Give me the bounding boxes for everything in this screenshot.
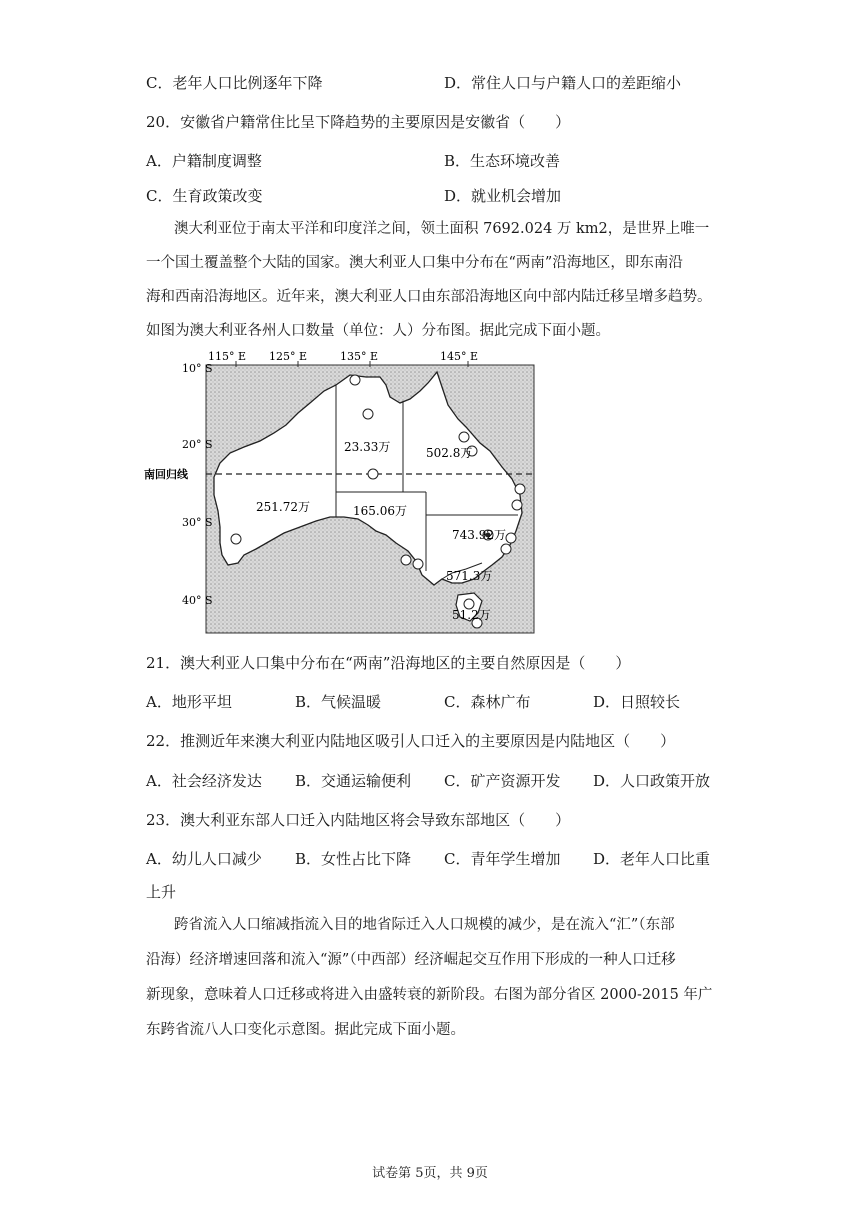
q20-option-b: B．生态环境改善 (444, 152, 561, 170)
passage2-line-2: 沿海）经济增速回落和流入“源”（中西部）经济崛起交互作用下形成的一种人口迁移 (146, 952, 676, 968)
q19-option-c: C．老年人口比例逐年下降 (146, 74, 323, 92)
q22-option-d: D．人口政策开放 (593, 772, 711, 790)
q21-option-a: A．地形平坦 (146, 693, 232, 711)
q22-option-a: A．社会经济发达 (146, 772, 262, 790)
q21-option-c: C．森林广布 (444, 693, 531, 711)
lon-label-145: 145° E (440, 350, 479, 363)
q20-option-a: A．户籍制度调整 (146, 152, 262, 170)
passage2-line-3: 新现象，意味着人口迁移或将进入由盛转衰的新阶段。右图为部分省区 2000-2015 年广 (146, 987, 713, 1003)
q20-option-d: D．就业机会增加 (444, 187, 562, 205)
q23-option-d: D．老年人口比重 (593, 850, 711, 868)
passage1-line-3: 海和西南沿海地区。近年来，澳大利亚人口由东部沿海地区向中部内陆迁移呈增多趋势。 (146, 289, 712, 305)
lat-label-10: 10° S (182, 362, 213, 375)
region-value-qld: 502.8万 (426, 446, 473, 460)
q19-option-d: D．常住人口与户籍人口的差距缩小 (444, 74, 682, 92)
lon-label-125: 125° E (269, 350, 308, 363)
q21-stem: 21．澳大利亚人口集中分布在“两南”沿海地区的主要自然原因是（ ） (146, 654, 631, 672)
lon-label-135: 135° E (340, 350, 379, 363)
q23-option-b: B．女性占比下降 (295, 850, 412, 868)
tropic-label: 南回归线 (144, 468, 188, 481)
q21-option-b: B．气候温暖 (295, 693, 382, 711)
q22-stem: 22．推测近年来澳大利亚内陆地区吸引人口迁入的主要原因是内陆地区（ ） (146, 732, 676, 750)
region-value-wa: 251.72万 (256, 500, 310, 514)
passage2-line-4: 东跨省流八人口变化示意图。据此完成下面小题。 (146, 1022, 465, 1038)
passage2-line-1: 跨省流入人口缩减指流入目的地省际迁入人口规模的减少，是在流入“汇”（东部 (174, 917, 675, 933)
page-footer: 试卷第 5页，共 9页 (372, 1166, 488, 1181)
lon-label-115: 115° E (208, 350, 247, 363)
region-value-nsw: 743.92万 (452, 528, 506, 542)
q20-stem: 20．安徽省户籍常住比呈下降趋势的主要原因是安徽省（ ） (146, 113, 571, 131)
australia-population-map (144, 347, 550, 639)
passage1-line-4: 如图为澳大利亚各州人口数量（单位：人）分布图。据此完成下面小题。 (146, 323, 610, 339)
q23-option-d-continued: 上升 (146, 883, 177, 901)
q23-option-c: C．青年学生增加 (444, 850, 561, 868)
q23-stem: 23．澳大利亚东部人口迁入内陆地区将会导致东部地区（ ） (146, 811, 571, 829)
q22-option-c: C．矿产资源开发 (444, 772, 561, 790)
region-value-sa: 165.06万 (353, 504, 407, 518)
region-value-tas: 51.2万 (452, 608, 491, 622)
passage1-line-2: 一个国土覆盖整个大陆的国家。澳大利亚人口集中分布在“两南”沿海地区，即东南沿 (146, 255, 683, 271)
q21-option-d: D．日照较长 (593, 693, 681, 711)
region-value-vic: 571.3万 (446, 569, 493, 583)
lat-label-20: 20° S (182, 438, 213, 451)
passage1-line-1: 澳大利亚位于南太平洋和印度洋之间，领土面积 7692.024 万 km2，是世界上唯一 (174, 221, 710, 237)
q20-option-c: C．生育政策改变 (146, 187, 263, 205)
q23-option-a: A．幼儿人口减少 (146, 850, 262, 868)
lat-label-30: 30° S (182, 516, 213, 529)
q22-option-b: B．交通运输便利 (295, 772, 412, 790)
region-value-nt: 23.33万 (344, 440, 391, 454)
lat-label-40: 40° S (182, 594, 213, 607)
